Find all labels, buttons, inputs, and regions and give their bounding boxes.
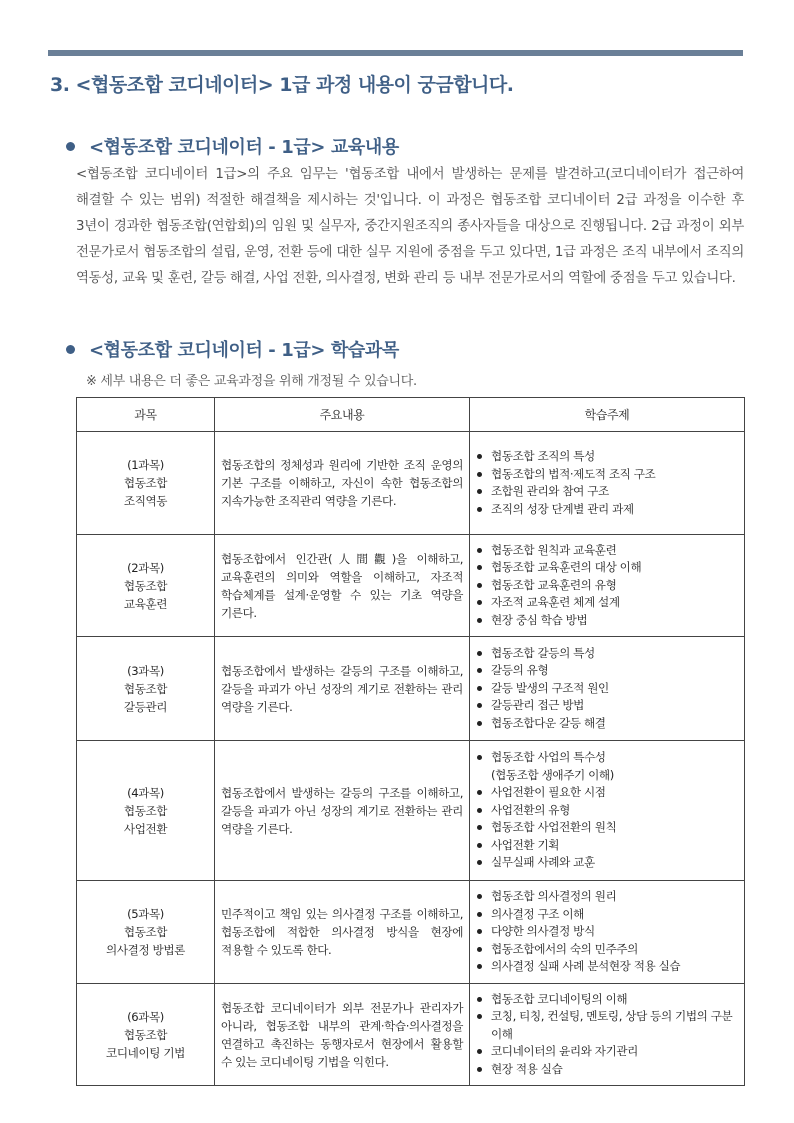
course-name-line: (6과목)	[127, 1009, 164, 1024]
topic-list-item: 사업전환의 유형	[474, 802, 740, 820]
topic-list-item: 협동조합 원칙과 교육훈련	[474, 542, 740, 560]
course-name-line: 코디네이팅 기법	[106, 1045, 185, 1060]
course-name-cell	[77, 432, 215, 535]
page-title: 3. <협동조합 코디네이터> 1급 과정 내용이 궁금합니다.	[50, 74, 514, 96]
topic-list-item: 협동조합 사업의 특수성	[474, 749, 740, 767]
course-content-cell: 민주적이고 책임 있는 의사결정 구조를 이해하고, 협동조합에 적합한 의사결정 방식을 현장에 적용할 수 있도록 한다.	[215, 881, 470, 984]
course-content-cell: 협동조합에서 인간관(人間觀)을 이해하고, 교육훈련의 의미와 역할을 이해하고, 자조적 학습체계를 설계·운영할 수 있는 기초 역량을 기른다.	[215, 535, 470, 637]
topic-list-item: 조합원 관리와 참여 구조	[474, 483, 740, 501]
course-topics-cell	[470, 637, 745, 741]
section-heading-courses	[66, 336, 399, 362]
section-heading-courses-text: <협동조합 코디네이터 - 1급> 학습과목	[89, 340, 399, 361]
topic-list	[474, 448, 740, 518]
course-name-cell	[77, 535, 215, 637]
course-name-line: 조직역동	[123, 494, 168, 508]
course-name-line: 협동조합	[123, 1027, 168, 1042]
topic-list-item: 다양한 의사결정 방식	[474, 923, 740, 941]
education-description: <협동조합 코디네이터 1급>의 주요 임무는 '협동조합 내에서 발생하는 문제를 발견하고(코디네이터가 접근하여 해결할 수 있는 범위) 적절한 해결책을 제시하는 것'입니다. 이 과정은 협동조합 코디네이터 2급 과정을 이수한 후 3년이 경과한 협동조합(연합회)의 임원 및 실무자, 중간지원조직의 종사자들을 대상으로 진행됩니다. 2급 과정이 외부 전문가로서 협동조합의 설립, 운영, 전환 등에 대한 실무 지원에 중점을 두고 있다면, 1급 과정은 조직 내부에서 조직의 역동성, 교육 및 훈련, 갈등 해결, 사업 전환, 의사결정, 변화 관리 등 내부 전문가로서의 역할에 중점을 두고 있습니다.	[76, 167, 744, 286]
table-row	[77, 881, 745, 984]
topic-list-item: 갈등의 유형	[474, 662, 740, 680]
section-heading-education	[66, 133, 399, 159]
revision-note: ※ 세부 내용은 더 좋은 교육과정을 위해 개정될 수 있습니다.	[86, 374, 417, 389]
table-row	[77, 741, 745, 881]
course-content-cell: 협동조합에서 발생하는 갈등의 구조를 이해하고, 갈등을 파괴가 아닌 성장의 계기로 전환하는 관리 역량을 기른다.	[215, 637, 470, 741]
topic-list-item: 실무실패 사례와 교훈	[474, 854, 740, 872]
topic-list-item: (협동조합 생애주기 이해)	[491, 767, 614, 782]
topic-list-item: 사업전환이 필요한 시점	[474, 784, 740, 802]
course-name-line: 의사결정 방법론	[106, 943, 185, 957]
course-name-line: 사업전환	[123, 821, 168, 836]
course-topics-cell	[470, 432, 745, 535]
topic-list-item: 협동조합 사업전환의 원칙	[474, 819, 740, 837]
top-divider	[48, 50, 743, 56]
course-topics-cell	[470, 881, 745, 984]
column-header-course: 과목	[77, 398, 215, 432]
topic-list-item: 갈등 발생의 구조적 원인	[474, 680, 740, 698]
topic-list	[474, 991, 740, 1079]
topic-list-item: 협동조합 의사결정의 원리	[474, 888, 740, 906]
course-name-line: 갈등관리	[123, 699, 168, 714]
bullet-icon	[66, 345, 75, 354]
course-name-line: 교육훈련	[123, 596, 168, 611]
topic-list-item: 코칭, 티칭, 컨설팅, 멘토링, 상담 등의 기법의 구분 이해	[474, 1008, 740, 1043]
course-name-line: (4과목)	[127, 785, 164, 800]
table-row	[77, 984, 745, 1086]
topic-list-item: 현장 적용 실습	[474, 1061, 740, 1079]
course-name-line: 협동조합	[123, 681, 168, 696]
course-name-line: (1과목)	[127, 458, 164, 472]
course-topics-cell	[470, 535, 745, 637]
section-heading-education-text: <협동조합 코디네이터 - 1급> 교육내용	[89, 137, 399, 158]
table-row	[77, 637, 745, 741]
topic-list-item: 협동조합에서의 숙의 민주주의	[474, 941, 740, 959]
topic-list-item: 협동조합 교육훈련의 대상 이해	[474, 559, 740, 577]
course-name-line: 협동조합	[123, 578, 168, 593]
column-header-topics: 학습주제	[470, 398, 745, 432]
course-name-cell	[77, 881, 215, 984]
topic-list-item: 현장 중심 학습 방법	[474, 612, 740, 630]
course-name-line: 협동조합	[123, 476, 168, 490]
topic-list-item: 협동조합 갈등의 특성	[474, 645, 740, 663]
table-row	[77, 535, 745, 637]
course-name-cell	[77, 741, 215, 881]
course-table	[76, 397, 745, 1086]
topic-list-item: 협동조합다운 갈등 해결	[474, 715, 740, 733]
course-name-cell	[77, 637, 215, 741]
course-name-line: 협동조합	[123, 925, 168, 939]
topic-list-item: 의사결정 구조 이해	[474, 906, 740, 924]
topic-list-item: 협동조합 조직의 특성	[474, 448, 740, 466]
topic-list-item: 조직의 성장 단계별 관리 과제	[474, 501, 740, 519]
table-header-row	[77, 398, 745, 432]
course-name-cell	[77, 984, 215, 1086]
topic-list-item: 의사결정 실패 사례 분석현장 적용 실습	[474, 958, 740, 976]
topic-list-item: 협동조합 교육훈련의 유형	[474, 577, 740, 595]
bullet-icon	[66, 142, 75, 151]
topic-list-item: 자조적 교육훈련 체계 설계	[474, 594, 740, 612]
table-row	[77, 432, 745, 535]
topic-list-item: 코디네이터의 윤리와 자기관리	[474, 1043, 740, 1061]
topic-list-item: 협동조합 코디네이팅의 이해	[474, 991, 740, 1009]
topic-list	[474, 542, 740, 630]
topic-list	[474, 888, 740, 976]
column-header-content: 주요내용	[215, 398, 470, 432]
course-name-line: 협동조합	[123, 803, 168, 818]
topic-list-item: 사업전환 기획	[474, 837, 740, 855]
course-topics-cell	[470, 984, 745, 1086]
course-name-line: (3과목)	[127, 663, 164, 678]
course-content-cell: 협동조합의 정체성과 원리에 기반한 조직 운영의 기본 구조를 이해하고, 자신이 속한 협동조합의 지속가능한 조직관리 역량을 기른다.	[215, 432, 470, 535]
course-name-line: (2과목)	[127, 560, 164, 575]
topic-list	[474, 749, 740, 872]
topic-list-item: 협동조합의 법적·제도적 조직 구조	[474, 466, 740, 484]
topic-list	[474, 645, 740, 733]
course-content-cell: 협동조합에서 발생하는 갈등의 구조를 이해하고, 갈등을 파괴가 아닌 성장의 계기로 전환하는 관리 역량을 기른다.	[215, 741, 470, 881]
course-name-line: (5과목)	[127, 907, 164, 921]
course-content-cell: 협동조합 코디네이터가 외부 전문가나 관리자가 아니라, 협동조합 내부의 관계·학습·의사결정을 연결하고 촉진하는 동행자로서 현장에서 활용할 수 있는 코디네이팅 기법을 익힌다.	[215, 984, 470, 1086]
topic-list-item: 갈등관리 접근 방법	[474, 697, 740, 715]
course-topics-cell	[470, 741, 745, 881]
